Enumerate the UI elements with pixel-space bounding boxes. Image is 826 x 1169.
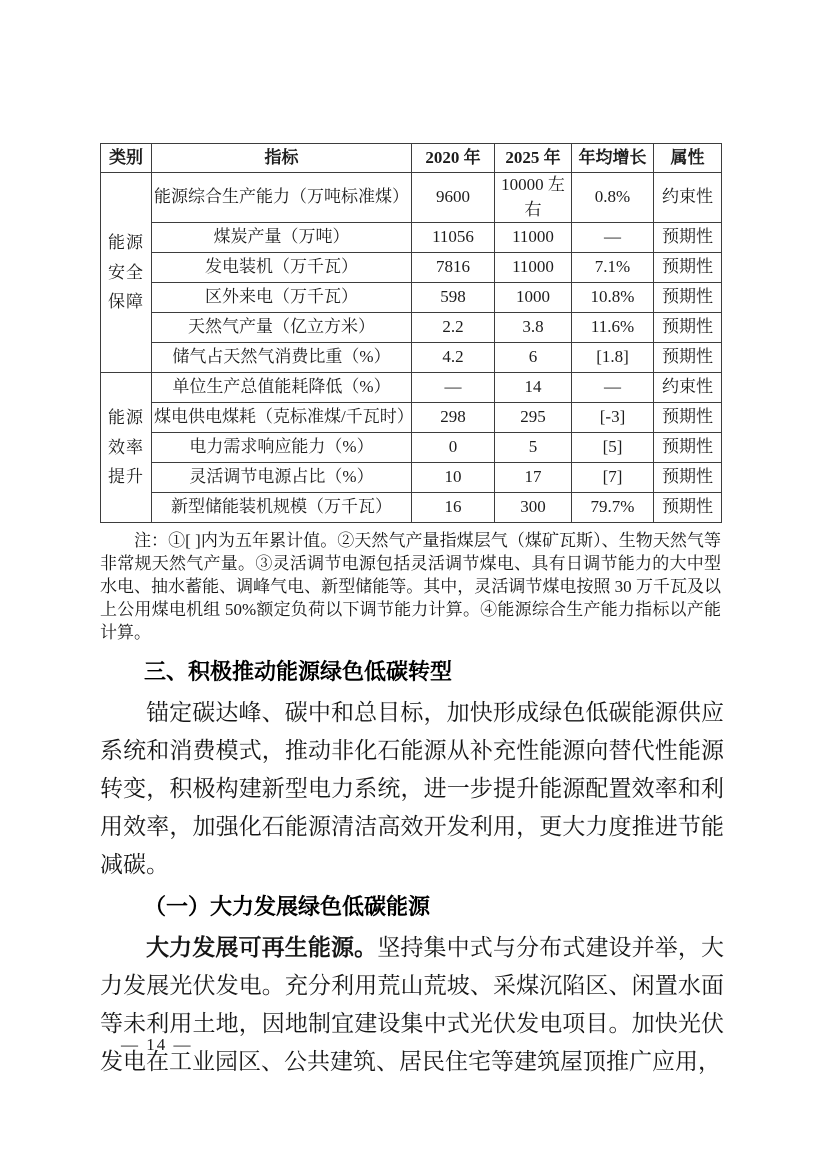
value-2025-cell: 300 xyxy=(495,493,572,523)
value-2025-cell: 17 xyxy=(495,463,572,493)
table-row xyxy=(101,403,722,433)
table-row xyxy=(101,373,722,403)
growth-cell: [5] xyxy=(572,433,654,463)
table-row xyxy=(101,493,722,523)
header-category: 类别 xyxy=(101,144,152,173)
renewables-paragraph xyxy=(100,929,724,1081)
value-2020-cell: 598 xyxy=(412,283,495,313)
growth-cell: 7.1% xyxy=(572,253,654,283)
header-attr: 属性 xyxy=(654,144,722,173)
paragraph-body-text: 坚持集中式与分布式建设并举，大力发展光伏发电。充分利用荒山荒坡、采煤沉陷区、闲置水面等未利用土地，因地制宜建设集中式光伏发电项目。加快光伏发电在工业园区、公共建筑、居民住宅等建筑屋顶推广应用， xyxy=(100,935,724,1074)
table-row xyxy=(101,463,722,493)
indicators-table xyxy=(100,143,722,523)
value-2020-cell: 298 xyxy=(412,403,495,433)
value-2025-cell: 1000 xyxy=(495,283,572,313)
value-2025-cell: 295 xyxy=(495,403,572,433)
value-2025-cell: 10000 左右 xyxy=(495,173,572,223)
value-2025-cell: 5 xyxy=(495,433,572,463)
value-2020-cell: 11056 xyxy=(412,223,495,253)
indicator-cell: 储气占天然气消费比重（%） xyxy=(152,343,412,373)
attr-cell: 预期性 xyxy=(654,403,722,433)
category-cell-security: 能源安全保障 xyxy=(101,173,152,373)
table-row xyxy=(101,223,722,253)
growth-cell: 10.8% xyxy=(572,283,654,313)
value-2020-cell: 2.2 xyxy=(412,313,495,343)
attr-cell: 约束性 xyxy=(654,173,722,223)
attr-cell: 预期性 xyxy=(654,223,722,253)
indicator-cell: 单位生产总值能耗降低（%） xyxy=(152,373,412,403)
value-2025-cell: 11000 xyxy=(495,253,572,283)
attr-cell: 预期性 xyxy=(654,253,722,283)
growth-cell: [1.8] xyxy=(572,343,654,373)
growth-cell: [7] xyxy=(572,463,654,493)
attr-cell: 预期性 xyxy=(654,343,722,373)
indicator-cell: 煤炭产量（万吨） xyxy=(152,223,412,253)
header-2025: 2025 年 xyxy=(495,144,572,173)
table-row xyxy=(101,253,722,283)
value-2025-cell: 11000 xyxy=(495,223,572,253)
attr-cell: 预期性 xyxy=(654,463,722,493)
table-row xyxy=(101,283,722,313)
table-header xyxy=(101,144,722,173)
indicator-cell: 能源综合生产能力（万吨标准煤） xyxy=(152,173,412,223)
table-row xyxy=(101,433,722,463)
subsection-heading: （一）大力发展绿色低碳能源 xyxy=(144,894,431,919)
value-2025-cell: 3.8 xyxy=(495,313,572,343)
value-2020-cell: 7816 xyxy=(412,253,495,283)
indicator-cell: 电力需求响应能力（%） xyxy=(152,433,412,463)
table-row xyxy=(101,173,722,223)
growth-cell: — xyxy=(572,373,654,403)
header-2020: 2020 年 xyxy=(412,144,495,173)
category-cell-efficiency: 能源效率提升 xyxy=(101,373,152,523)
attr-cell: 预期性 xyxy=(654,283,722,313)
growth-cell: 79.7% xyxy=(572,493,654,523)
table-row xyxy=(101,343,722,373)
paragraph-lead-bold: 大力发展可再生能源。 xyxy=(146,935,378,960)
attr-cell: 预期性 xyxy=(654,433,722,463)
growth-cell: 0.8% xyxy=(572,173,654,223)
table-row xyxy=(101,313,722,343)
indicator-cell: 天然气产量（亿立方米） xyxy=(152,313,412,343)
indicator-cell: 发电装机（万千瓦） xyxy=(152,253,412,283)
attr-cell: 预期性 xyxy=(654,313,722,343)
value-2025-cell: 14 xyxy=(495,373,572,403)
indicator-cell: 灵活调节电源占比（%） xyxy=(152,463,412,493)
value-2020-cell: 4.2 xyxy=(412,343,495,373)
value-2020-cell: 9600 xyxy=(412,173,495,223)
value-2020-cell: 0 xyxy=(412,433,495,463)
header-growth: 年均增长 xyxy=(572,144,654,173)
header-indicator: 指标 xyxy=(152,144,412,173)
section-heading: 三、积极推动能源绿色低碳转型 xyxy=(144,659,453,684)
growth-cell: — xyxy=(572,223,654,253)
section-paragraph: 锚定碳达峰、碳中和总目标，加快形成绿色低碳能源供应系统和消费模式，推动非化石能源从补充性能源向替代性能源转变，积极构建新型电力系统，进一步提升能源配置效率和利用效率，加强化石能源清洁高效开发利用，更大力度推进节能减碳。 xyxy=(100,700,724,877)
attr-cell: 约束性 xyxy=(654,373,722,403)
page-number: — 14 — xyxy=(121,1035,193,1054)
growth-cell: 11.6% xyxy=(572,313,654,343)
attr-cell: 预期性 xyxy=(654,493,722,523)
value-2020-cell: 10 xyxy=(412,463,495,493)
table-notes: 注：①[ ]内为五年累计值。②天然气产量指煤层气（煤矿瓦斯）、生物天然气等非常规天然气产量。③灵活调节电源包括灵活调节煤电、具有日调节能力的大中型水电、抽水蓄能、调峰气电、新型储能等。其中，灵活调节煤电按照 30 万千瓦及以上公用煤电机组 50%额定负荷以下调节能力计算。④能源综合生产能力指标以产能计算。 xyxy=(100,531,721,642)
table-header-row xyxy=(101,144,722,173)
indicator-cell: 区外来电（万千瓦） xyxy=(152,283,412,313)
indicator-cell: 煤电供电煤耗（克标准煤/千瓦时） xyxy=(152,403,412,433)
value-2025-cell: 6 xyxy=(495,343,572,373)
growth-cell: [-3] xyxy=(572,403,654,433)
value-2020-cell: 16 xyxy=(412,493,495,523)
indicator-cell: 新型储能装机规模（万千瓦） xyxy=(152,493,412,523)
value-2020-cell: — xyxy=(412,373,495,403)
